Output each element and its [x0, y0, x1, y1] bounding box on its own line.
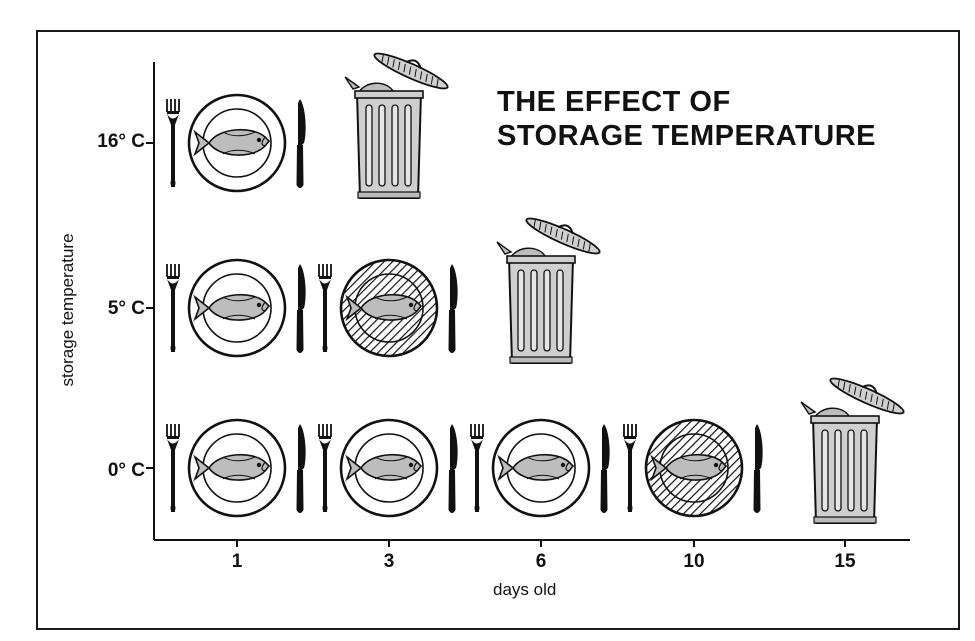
trash-can-icon — [801, 370, 908, 523]
x-axis-title: days old — [493, 580, 557, 599]
y-axis-title: storage temperature — [58, 233, 77, 387]
y-label-0c: 0° C — [107, 460, 145, 481]
plate-with-fish-icon — [189, 420, 285, 516]
fork-icon — [166, 264, 180, 352]
fork-icon — [318, 424, 332, 512]
x-label-10: 10 — [683, 551, 705, 572]
knife-icon — [297, 264, 306, 353]
y-label-5c: 5° C — [107, 298, 145, 319]
knife-icon — [754, 424, 763, 513]
knife-icon — [297, 424, 306, 513]
knife-icon — [449, 264, 458, 353]
fork-icon — [470, 424, 484, 512]
x-label-15: 15 — [834, 551, 856, 572]
fork-icon — [166, 424, 180, 512]
trash-can-icon — [345, 45, 452, 198]
hatched-plate-with-fish-icon — [646, 420, 742, 516]
knife-icon — [449, 424, 458, 513]
title-line-1: THE EFFECT OF — [497, 86, 731, 118]
fork-icon — [166, 99, 180, 187]
plate-with-fish-icon — [189, 260, 285, 356]
x-label-1: 1 — [231, 551, 243, 572]
y-label-16c: 16° C — [97, 131, 145, 152]
fork-icon — [623, 424, 637, 512]
fork-icon — [318, 264, 332, 352]
knife-icon — [297, 99, 306, 188]
plate-with-fish-icon — [493, 420, 589, 516]
x-label-3: 3 — [383, 551, 395, 572]
trash-can-icon — [497, 210, 604, 363]
plate-with-fish-icon — [341, 420, 437, 516]
hatched-plate-with-fish-icon — [341, 260, 437, 356]
knife-icon — [601, 424, 610, 513]
plate-with-fish-icon — [189, 95, 285, 191]
title-line-2: STORAGE TEMPERATURE — [497, 120, 877, 152]
x-label-6: 6 — [535, 551, 547, 572]
